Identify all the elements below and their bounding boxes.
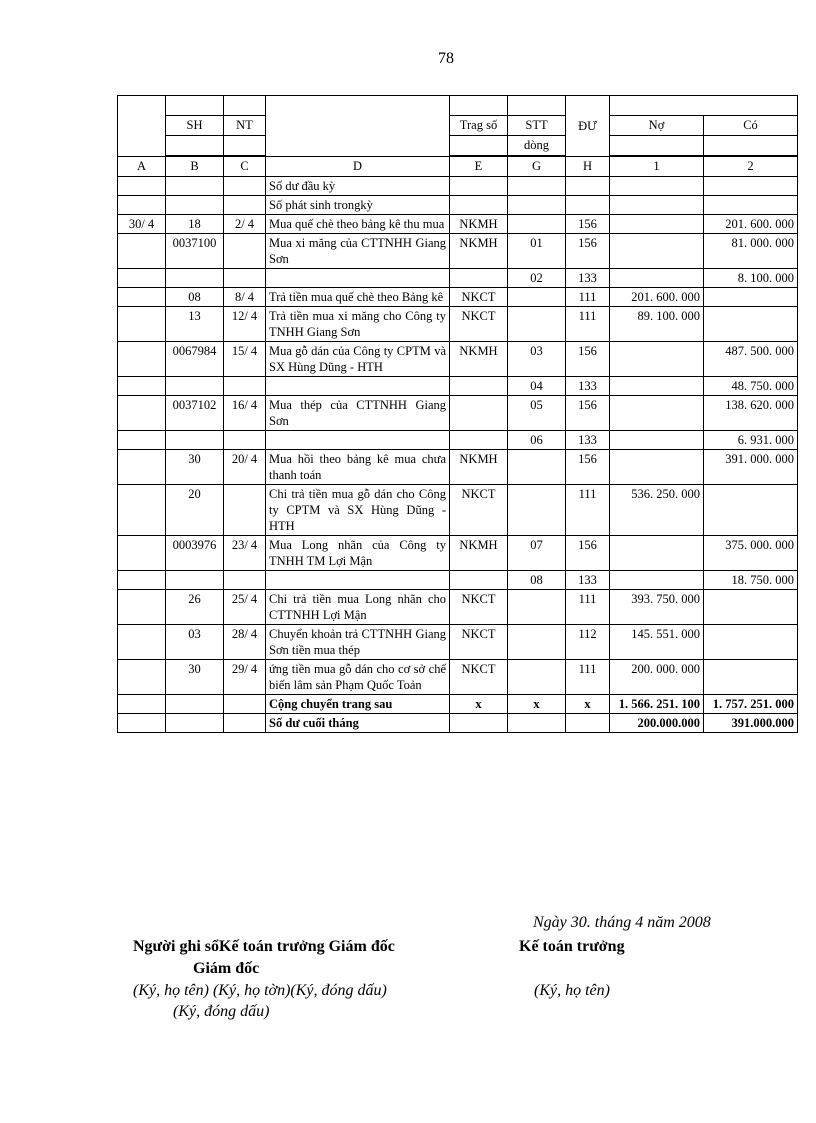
cell-description: ứng tiền mua gỗ dán cho cơ sở chế biến lâm sản Phạm Quốc Toản <box>266 660 450 695</box>
header-stt: STT <box>508 116 566 136</box>
cell-nt: 15/ 4 <box>224 342 266 377</box>
cell-nt <box>224 485 266 536</box>
cell-stt <box>508 485 566 536</box>
cell-description <box>266 431 450 450</box>
cell-stt <box>508 307 566 342</box>
letter-e: E <box>450 157 508 177</box>
letter-d: D <box>266 157 450 177</box>
cell-description <box>266 377 450 396</box>
cell-sh: 0037100 <box>166 234 224 269</box>
cell-nt: 29/ 4 <box>224 660 266 695</box>
cell-nt <box>224 177 266 196</box>
table-row <box>118 625 798 660</box>
cell-sh: 13 <box>166 307 224 342</box>
cell-description: Mua Long nhãn của Công ty TNHH TM Lợi Mận <box>266 536 450 571</box>
cell-no <box>610 536 704 571</box>
cell-no <box>610 269 704 288</box>
cell-nt <box>224 234 266 269</box>
cell-stt <box>508 196 566 215</box>
cell-nt: 16/ 4 <box>224 396 266 431</box>
cell-sh: 0067984 <box>166 342 224 377</box>
cell-nt <box>224 431 266 450</box>
cell-trang-so: NKMH <box>450 342 508 377</box>
cell-sh <box>166 431 224 450</box>
header-row-top <box>118 96 798 116</box>
cell-stt <box>508 215 566 234</box>
cell-date <box>118 590 166 625</box>
cell-du: 156 <box>566 396 610 431</box>
cell-date: 30/ 4 <box>118 215 166 234</box>
cell-description <box>266 269 450 288</box>
cell-du: 156 <box>566 215 610 234</box>
footer-sign-right: (Ký, họ tên) <box>534 982 610 999</box>
cell-du <box>566 196 610 215</box>
cell-description: Số phát sinh trongkỳ <box>266 196 450 215</box>
carry-label: Cộng chuyển trang sau <box>266 695 450 714</box>
cell-nt: 2/ 4 <box>224 215 266 234</box>
cell-du: 156 <box>566 234 610 269</box>
cell-co <box>704 590 798 625</box>
carry-trang-so: x <box>450 695 508 714</box>
letter-c: C <box>224 157 266 177</box>
closing-label: Số dư cuối tháng <box>266 714 450 733</box>
cell-sh: 08 <box>166 288 224 307</box>
cell-description: Mua thép của CTTNHH Giang Sơn <box>266 396 450 431</box>
cell-co: 375. 000. 000 <box>704 536 798 571</box>
cell-co <box>704 288 798 307</box>
carry-no-total: 1. 566. 251. 100 <box>610 695 704 714</box>
letter-h: H <box>566 157 610 177</box>
cell-no <box>610 450 704 485</box>
carry-co-total: 1. 757. 251. 000 <box>704 695 798 714</box>
cell-du: 112 <box>566 625 610 660</box>
cell-sh <box>166 377 224 396</box>
letter-a: A <box>118 157 166 177</box>
cell-trang-so: NKMH <box>450 215 508 234</box>
cell-sh: 20 <box>166 485 224 536</box>
cell-nt <box>224 571 266 590</box>
table-row <box>118 377 798 396</box>
cell-co <box>704 307 798 342</box>
cell-sh: 30 <box>166 660 224 695</box>
cell-du: 111 <box>566 307 610 342</box>
cell-stt: 02 <box>508 269 566 288</box>
cell-du: 156 <box>566 342 610 377</box>
header-nt: NT <box>224 116 266 136</box>
cell-trang-so: NKCT <box>450 590 508 625</box>
cell-trang-so <box>450 396 508 431</box>
cell-no: 393. 750. 000 <box>610 590 704 625</box>
cell-date <box>118 342 166 377</box>
cell-date <box>118 307 166 342</box>
carry-stt: x <box>508 695 566 714</box>
cell-trang-so <box>450 177 508 196</box>
cell-no <box>610 342 704 377</box>
cell-no <box>610 177 704 196</box>
cell-trang-so: NKCT <box>450 288 508 307</box>
cell-sh <box>166 177 224 196</box>
cell-stt: 05 <box>508 396 566 431</box>
cell-trang-so <box>450 431 508 450</box>
cell-stt <box>508 660 566 695</box>
letter-b: B <box>166 157 224 177</box>
cell-no: 200. 000. 000 <box>610 660 704 695</box>
cell-nt: 28/ 4 <box>224 625 266 660</box>
cell-du: 111 <box>566 485 610 536</box>
table-row <box>118 234 798 269</box>
cell-trang-so: NKCT <box>450 307 508 342</box>
closing-co: 391.000.000 <box>704 714 798 733</box>
cell-trang-so <box>450 377 508 396</box>
cell-description: Số dư đầu kỳ <box>266 177 450 196</box>
footer-sign-line1: (Ký, họ tên) (Ký, họ tờn)(Ký, đóng dấu) <box>133 982 387 999</box>
closing-balance-row <box>118 714 798 733</box>
cell-date <box>118 377 166 396</box>
cell-du: 156 <box>566 536 610 571</box>
cell-sh <box>166 571 224 590</box>
carry-forward-row <box>118 695 798 714</box>
column-letter-row <box>118 157 798 177</box>
cell-description: Mua quế chè theo bảng kê thu mua <box>266 215 450 234</box>
table-row <box>118 536 798 571</box>
table-row <box>118 196 798 215</box>
cell-nt <box>224 377 266 396</box>
cell-trang-so: NKMH <box>450 536 508 571</box>
cell-trang-so <box>450 269 508 288</box>
cell-sh <box>166 196 224 215</box>
cell-nt <box>224 269 266 288</box>
cell-description: Mua xi măng của CTTNHH Giang Sơn <box>266 234 450 269</box>
cell-nt <box>224 196 266 215</box>
cell-co: 8. 100. 000 <box>704 269 798 288</box>
table-row <box>118 571 798 590</box>
cell-stt: 04 <box>508 377 566 396</box>
header-row-sub <box>118 136 798 156</box>
cell-date <box>118 234 166 269</box>
cell-no: 536. 250. 000 <box>610 485 704 536</box>
cell-stt <box>508 177 566 196</box>
cell-sh: 0003976 <box>166 536 224 571</box>
cell-nt: 25/ 4 <box>224 590 266 625</box>
cell-no: 89. 100. 000 <box>610 307 704 342</box>
cell-no <box>610 196 704 215</box>
cell-co: 81. 000. 000 <box>704 234 798 269</box>
cell-trang-so <box>450 571 508 590</box>
table-row <box>118 660 798 695</box>
cell-date <box>118 450 166 485</box>
page-number: 78 <box>438 50 454 67</box>
cell-date <box>118 625 166 660</box>
cell-description: Mua gỗ dán của Công ty CPTM và SX Hùng Dũng - HTH <box>266 342 450 377</box>
cell-date <box>118 536 166 571</box>
cell-du: 133 <box>566 431 610 450</box>
cell-no <box>610 431 704 450</box>
footer-titles-line1: Người ghi sổKế toán trưởng Giám đốc <box>133 938 395 955</box>
cell-no: 201. 600. 000 <box>610 288 704 307</box>
header-co: Có <box>704 116 798 136</box>
cell-trang-so: NKMH <box>450 450 508 485</box>
cell-sh: 18 <box>166 215 224 234</box>
cell-no <box>610 571 704 590</box>
cell-co: 6. 931. 000 <box>704 431 798 450</box>
cell-stt <box>508 288 566 307</box>
cell-co <box>704 177 798 196</box>
cell-date <box>118 269 166 288</box>
ledger-table <box>117 95 798 733</box>
cell-co: 487. 500. 000 <box>704 342 798 377</box>
cell-co: 391. 000. 000 <box>704 450 798 485</box>
cell-trang-so: NKCT <box>450 625 508 660</box>
table-row <box>118 590 798 625</box>
cell-date <box>118 288 166 307</box>
table-row <box>118 269 798 288</box>
header-du: ĐƯ <box>566 96 610 157</box>
cell-co <box>704 196 798 215</box>
cell-co <box>704 660 798 695</box>
cell-description: Trả tiền mua quế chè theo Bảng kê <box>266 288 450 307</box>
cell-stt: 01 <box>508 234 566 269</box>
cell-description: Chuyển khoản trả CTTNHH Giang Sơn tiền mua thép <box>266 625 450 660</box>
cell-stt <box>508 625 566 660</box>
cell-nt: 20/ 4 <box>224 450 266 485</box>
cell-date <box>118 177 166 196</box>
cell-co: 201. 600. 000 <box>704 215 798 234</box>
closing-no: 200.000.000 <box>610 714 704 733</box>
table-row <box>118 431 798 450</box>
footer-titles-right: Kế toán trưởng <box>519 938 625 955</box>
footer-sign-line2: (Ký, đóng dấu) <box>173 1003 270 1020</box>
cell-no: 145. 551. 000 <box>610 625 704 660</box>
cell-sh: 26 <box>166 590 224 625</box>
table-row <box>118 177 798 196</box>
cell-stt: 03 <box>508 342 566 377</box>
letter-2: 2 <box>704 157 798 177</box>
carry-du: x <box>566 695 610 714</box>
cell-du: 111 <box>566 590 610 625</box>
cell-trang-so: NKMH <box>450 234 508 269</box>
cell-du: 111 <box>566 288 610 307</box>
cell-no <box>610 396 704 431</box>
cell-du: 133 <box>566 269 610 288</box>
cell-description <box>266 571 450 590</box>
table-row <box>118 450 798 485</box>
cell-sh: 0037102 <box>166 396 224 431</box>
cell-stt: 06 <box>508 431 566 450</box>
table-row <box>118 485 798 536</box>
cell-stt <box>508 450 566 485</box>
letter-1: 1 <box>610 157 704 177</box>
cell-stt: 08 <box>508 571 566 590</box>
table-row <box>118 288 798 307</box>
cell-du: 133 <box>566 377 610 396</box>
cell-date <box>118 431 166 450</box>
table-row <box>118 396 798 431</box>
header-trang-so: Trag số <box>450 116 508 136</box>
header-no: Nợ <box>610 116 704 136</box>
table-row <box>118 307 798 342</box>
cell-date <box>118 196 166 215</box>
cell-trang-so: NKCT <box>450 660 508 695</box>
cell-no <box>610 215 704 234</box>
cell-du: 111 <box>566 660 610 695</box>
footer-date: Ngày 30. tháng 4 năm 2008 <box>533 914 711 931</box>
header-sh: SH <box>166 116 224 136</box>
cell-no <box>610 234 704 269</box>
cell-date <box>118 571 166 590</box>
cell-description: Chi trả tiền mua gỗ dán cho Công ty CPTM và SX Hùng Dũng - HTH <box>266 485 450 536</box>
footer-titles-line2: Giám đốc <box>193 960 260 977</box>
table-row <box>118 342 798 377</box>
cell-nt: 23/ 4 <box>224 536 266 571</box>
header-row-labels <box>118 116 798 136</box>
cell-date <box>118 660 166 695</box>
cell-sh: 30 <box>166 450 224 485</box>
cell-nt: 8/ 4 <box>224 288 266 307</box>
cell-sh: 03 <box>166 625 224 660</box>
cell-du <box>566 177 610 196</box>
cell-date <box>118 485 166 536</box>
cell-trang-so <box>450 196 508 215</box>
cell-co: 138. 620. 000 <box>704 396 798 431</box>
cell-stt: 07 <box>508 536 566 571</box>
cell-du: 133 <box>566 571 610 590</box>
cell-trang-so: NKCT <box>450 485 508 536</box>
cell-co <box>704 625 798 660</box>
cell-nt: 12/ 4 <box>224 307 266 342</box>
cell-description: Chi trả tiền mua Long nhãn cho CTTNHH Lợi Mận <box>266 590 450 625</box>
table-row <box>118 215 798 234</box>
cell-co: 18. 750. 000 <box>704 571 798 590</box>
cell-du: 156 <box>566 450 610 485</box>
cell-stt <box>508 590 566 625</box>
cell-sh <box>166 269 224 288</box>
cell-co: 48. 750. 000 <box>704 377 798 396</box>
header-dong: dòng <box>508 136 566 156</box>
cell-description: Mua hồi theo bảng kê mua chưa thanh toán <box>266 450 450 485</box>
cell-date <box>118 396 166 431</box>
cell-no <box>610 377 704 396</box>
cell-description: Trả tiền mua xi măng cho Công ty TNHH Giang Sơn <box>266 307 450 342</box>
cell-co <box>704 485 798 536</box>
letter-g: G <box>508 157 566 177</box>
